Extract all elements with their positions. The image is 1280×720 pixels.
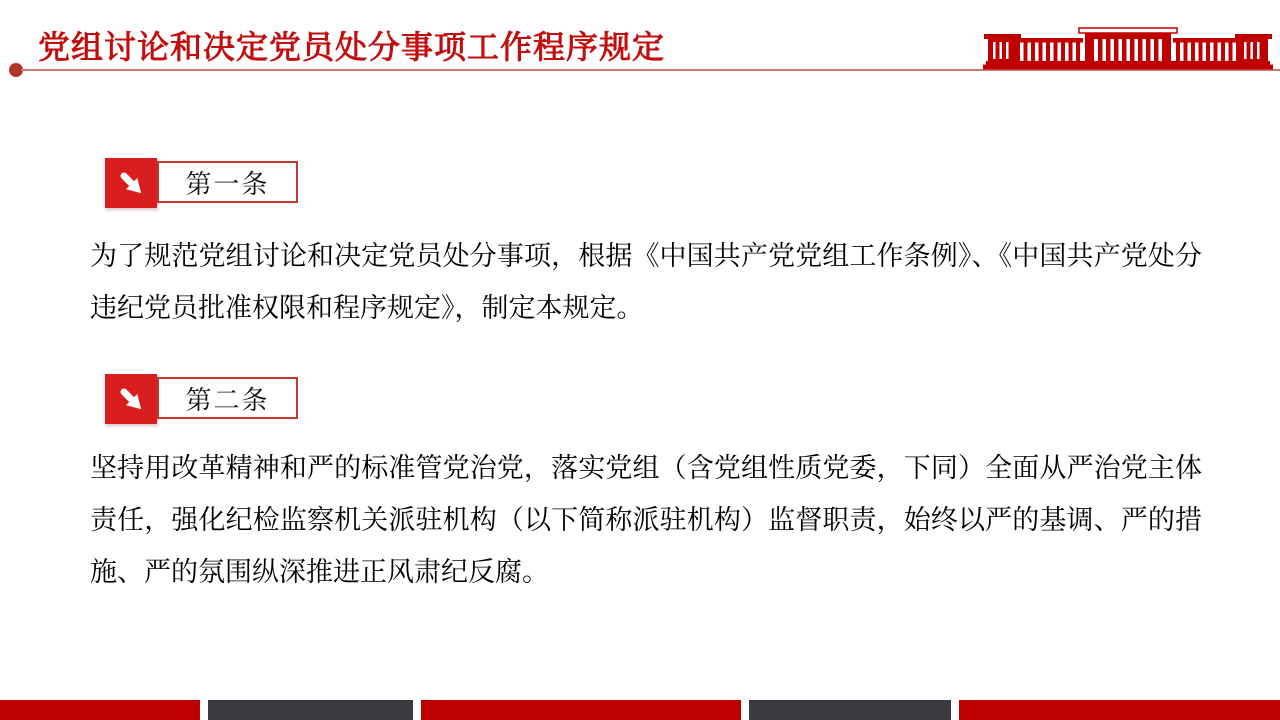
article-2-badge: [105, 374, 298, 424]
footer-bar-segment: [421, 700, 741, 720]
footer-bar-segment: [0, 700, 200, 720]
footer-bar-segment: [749, 700, 951, 720]
article-2-body: 坚持用改革精神和严的标准管党治党，落实党组（含党组性质党委，下同）全面从严治党主体责任，强化纪检监察机关派驻机构（以下简称派驻机构）监督职责，始终以严的基调、严的措施、严的氛围纵深推进正风肃纪反腐。: [90, 453, 1202, 587]
footer-decoration-bar: [0, 700, 1280, 720]
great-hall-building-icon: [983, 27, 1273, 71]
footer-bar-segment: [208, 700, 413, 720]
article-1-body: 为了规范党组讨论和决定党员处分事项，根据《中国共产党党组工作条例》、《中国共产党处分违纪党员批准权限和程序规定》，制定本规定。: [90, 241, 1202, 323]
page-title: 党组讨论和决定党员处分事项工作程序规定: [38, 29, 666, 65]
arrow-down-right-icon: [105, 374, 157, 424]
arrow-down-right-icon: [105, 158, 157, 208]
footer-bar-segment: [959, 700, 1280, 720]
article-1-badge: [105, 158, 298, 208]
article-2-label: 第二条: [157, 377, 298, 419]
article-1-label: 第一条: [157, 161, 298, 203]
